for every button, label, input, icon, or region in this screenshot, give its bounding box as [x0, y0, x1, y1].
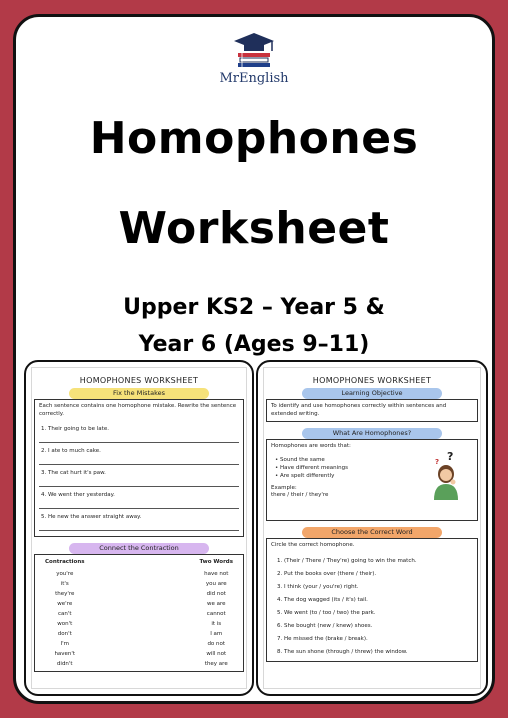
objective-text: To identify and use homophones correctly within sentences and extended writing.: [271, 403, 447, 417]
two-words-cell: we are: [206, 601, 226, 607]
subtitle-line-1: Upper KS2 – Year 5 &: [123, 295, 385, 320]
contraction-cell: don't: [57, 631, 72, 637]
contraction-cell: can't: [57, 611, 72, 617]
choice-item: 7. He missed the (brake / break).: [277, 635, 368, 642]
worksheet-page-left: [31, 367, 247, 689]
contraction-cell: haven't: [54, 651, 76, 657]
fix-item: 3. The cat hurt it's paw.: [41, 470, 106, 476]
choice-item: 5. We went (to / too / two) the park.: [277, 609, 376, 616]
section-what-are: [266, 439, 478, 521]
worksheet-heading: HOMOPHONES WORKSHEET: [312, 376, 432, 385]
two-words-cell: have not: [204, 571, 229, 577]
two-words-cell: I am: [210, 631, 223, 637]
bullet-item: • Sound the same: [275, 456, 325, 463]
section-label-objective: Learning Objective: [302, 388, 442, 399]
bullet-item: • Have different meanings: [275, 464, 348, 471]
contraction-cell: you're: [56, 571, 74, 577]
choose-instruction: Circle the correct homophone.: [271, 542, 355, 548]
svg-text:?: ?: [435, 458, 440, 466]
two-words-header: Two Words: [199, 559, 233, 565]
contraction-cell: they're: [55, 591, 75, 597]
two-words-cell: will not: [206, 651, 227, 657]
contraction-cell: didn't: [56, 661, 73, 667]
title-line-1: Homophones: [89, 113, 419, 164]
bullet-text: Sound the same: [280, 456, 325, 463]
example-label: Example:: [271, 484, 297, 491]
fix-item: 5. He new the answer straight away.: [41, 514, 142, 520]
svg-text:?: ?: [447, 450, 454, 463]
two-words-cell: do not: [207, 641, 226, 647]
bullet-text: Have different meanings: [280, 464, 348, 471]
fix-item: 1. Their going to be late.: [41, 426, 109, 432]
graduation-cap-books-icon: [232, 31, 276, 69]
thinking-person-icon: [429, 450, 463, 500]
contraction-table: [35, 555, 243, 671]
worksheet-preview-right: [256, 360, 488, 696]
worksheet-page-right: [263, 367, 481, 689]
fix-item: 2. I ate to much cake.: [41, 448, 101, 454]
section-label-fix-mistakes: Fix the Mistakes: [69, 388, 209, 399]
worksheet-heading: HOMOPHONES WORKSHEET: [79, 376, 199, 385]
title-line-2: Worksheet: [118, 203, 390, 254]
section-objective: [266, 399, 478, 422]
worksheet-preview-left: [24, 360, 254, 696]
contraction-cell: I'm: [60, 641, 70, 647]
bullet-text: Are spelt differently: [280, 472, 335, 479]
two-words-cell: it is: [211, 621, 222, 627]
two-words-cell: you are: [205, 581, 227, 587]
section-label-choose-word: Choose the Correct Word: [302, 527, 442, 538]
contractions-header: Contractions: [45, 559, 85, 565]
section-label-connect-contraction: Connect the Contraction: [69, 543, 209, 554]
choice-item: 4. The dog wagged (its / it's) tail.: [277, 596, 368, 603]
two-words-column: [200, 559, 234, 671]
choice-item: 8. The sun shone (through / threw) the window.: [277, 648, 408, 655]
bullet-item: • Are spelt differently: [275, 472, 335, 479]
fix-instruction: Each sentence contains one homophone mistake. Rewrite the sentence correctly.: [39, 403, 237, 417]
choice-item: 2. Put the books over (there / their).: [277, 570, 377, 577]
fix-item: 4. We went ther yesterday.: [41, 492, 115, 498]
answer-line: [39, 526, 239, 531]
brand-name: MrEnglish: [219, 71, 289, 86]
section-label-what-are: What Are Homophones?: [302, 428, 442, 439]
contraction-cell: we're: [57, 601, 73, 607]
two-words-cell: they are: [204, 661, 228, 667]
subtitle-line-2: Year 6 (Ages 9–11): [138, 332, 370, 357]
example-text: there / their / they're: [271, 492, 329, 498]
choice-item: 1. (Their / There / They're) going to win the match.: [277, 557, 417, 564]
section-connect-contraction: [34, 554, 244, 672]
contractions-column: [45, 559, 85, 671]
choice-item: 6. She bought (new / knew) shoes.: [277, 622, 373, 629]
two-words-cell: did not: [206, 591, 226, 597]
brand-logo: [16, 31, 492, 86]
contraction-cell: won't: [57, 621, 73, 627]
section-choose-word: [266, 538, 478, 662]
choice-item: 3. I think (your / you're) right.: [277, 583, 359, 590]
contraction-cell: it's: [60, 581, 69, 587]
cover-card: [13, 14, 495, 704]
two-words-cell: cannot: [206, 611, 226, 617]
section-fix-mistakes: [34, 399, 244, 537]
what-are-intro: Homophones are words that:: [271, 443, 351, 449]
